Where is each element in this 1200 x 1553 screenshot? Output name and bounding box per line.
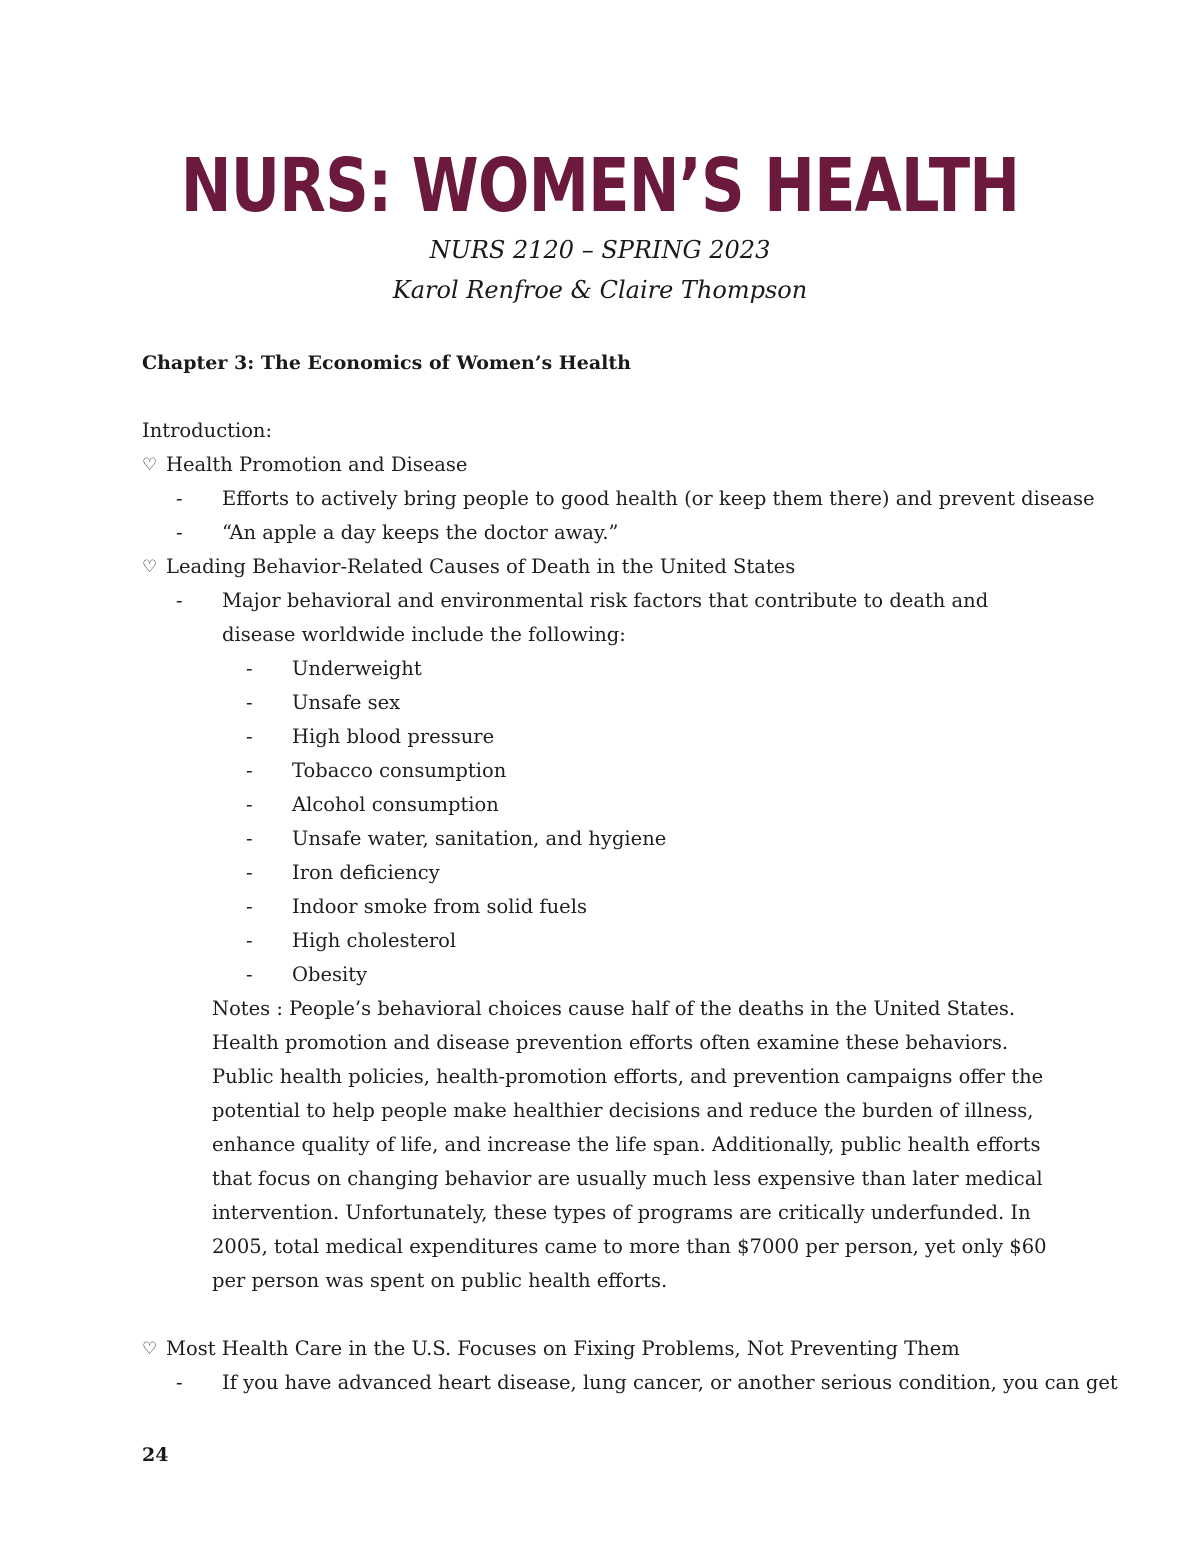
sub-list-item [142,754,1062,788]
document-body [142,414,1118,1400]
dash-bullet: - [246,691,253,714]
document-title: NURS: WOMEN’S HEALTH [180,143,1020,229]
sub-list-item [142,686,1062,720]
course-subtitle: NURS 2120 – SPRING 2023 [429,236,771,264]
section-heading-text: Health Promotion and Disease [166,453,468,476]
list-item [142,1366,1118,1400]
sub-list-item-text: Indoor smoke from solid fuels [292,895,587,918]
heart-bullet-icon: ♡ [142,1339,158,1359]
dash-bullet: - [246,759,253,782]
sub-list-item-text: High blood pressure [292,725,495,748]
sub-list-item [142,958,1062,992]
sub-list-item-text: Alcohol consumption [292,793,499,816]
list-item-text: Major behavioral and environmental risk factors that contribute to death and disease worldwide include the following: [222,589,989,646]
list-item-text: If you have advanced heart disease, lung cancer, or another serious condition, you can get [222,1371,1118,1394]
list-item-text: Efforts to actively bring people to good health (or keep them there) and prevent disease [222,487,1095,510]
dash-bullet: - [246,929,253,952]
dash-bullet: - [246,827,253,850]
dash-bullet: - [246,861,253,884]
sub-list-item [142,788,1062,822]
sub-list-item-text: Unsafe water, sanitation, and hygiene [292,827,667,850]
list-item [142,584,1062,652]
chapter-heading: Chapter 3: The Economics of Women’s Health [142,352,631,374]
sub-list-item [142,890,1062,924]
sub-list-item-text: Unsafe sex [292,691,401,714]
sub-list-item [142,856,1062,890]
dash-bullet: - [246,793,253,816]
section-heading [142,448,1062,482]
list-item [142,482,1095,516]
dash-bullet: - [246,725,253,748]
dash-bullet: - [176,589,183,612]
sub-list-item [142,720,1062,754]
section-heading [142,1332,1062,1366]
heart-bullet-icon: ♡ [142,455,158,475]
spacer [142,1298,1062,1332]
sub-list-item-text: Iron deficiency [292,861,440,884]
dash-bullet: - [246,963,253,986]
sub-list-item-text: Obesity [292,963,368,986]
notes-paragraph: Notes : People’s behavioral choices cause half of the deaths in the United States. Health promotion and disease prevention efforts often examine these behaviors. Public health policies, health-promotion efforts, and prevention campaigns offer the potential to help people make healthier decisions and reduce the burden of illness, enhance quality of life, and increase the life span. Additionally, public health efforts that focus on changing behavior are usually much less expensive than later medical intervention. Unfortunately, these types of programs are critically underfunded. In 2005, total medical expenditures came to more than $7000 per person, yet only $60 per person was spent on public health efforts. [212,997,1047,1292]
dash-bullet: - [246,657,253,680]
sub-list-item [142,822,1062,856]
intro-label: Introduction: [142,419,273,442]
list-item [142,516,1062,550]
section-heading-text: Leading Behavior-Related Causes of Death in the United States [166,555,796,578]
page-number: 24 [142,1444,169,1466]
section-heading [142,550,1062,584]
sub-list-item-text: Tobacco consumption [292,759,507,782]
dash-bullet: - [176,521,183,544]
sub-list-item [142,652,1062,686]
dash-bullet: - [176,1371,183,1394]
authors-subtitle: Karol Renfroe & Claire Thompson [392,276,808,304]
sub-list-item-text: Underweight [292,657,422,680]
sub-list-item [142,924,1062,958]
dash-bullet: - [176,487,183,510]
section-heading-text: Most Health Care in the U.S. Focuses on Fixing Problems, Not Preventing Them [166,1337,960,1360]
dash-bullet: - [246,895,253,918]
heart-bullet-icon: ♡ [142,557,158,577]
sub-list-item-text: High cholesterol [292,929,457,952]
list-item-text: “An apple a day keeps the doctor away.” [222,521,619,544]
